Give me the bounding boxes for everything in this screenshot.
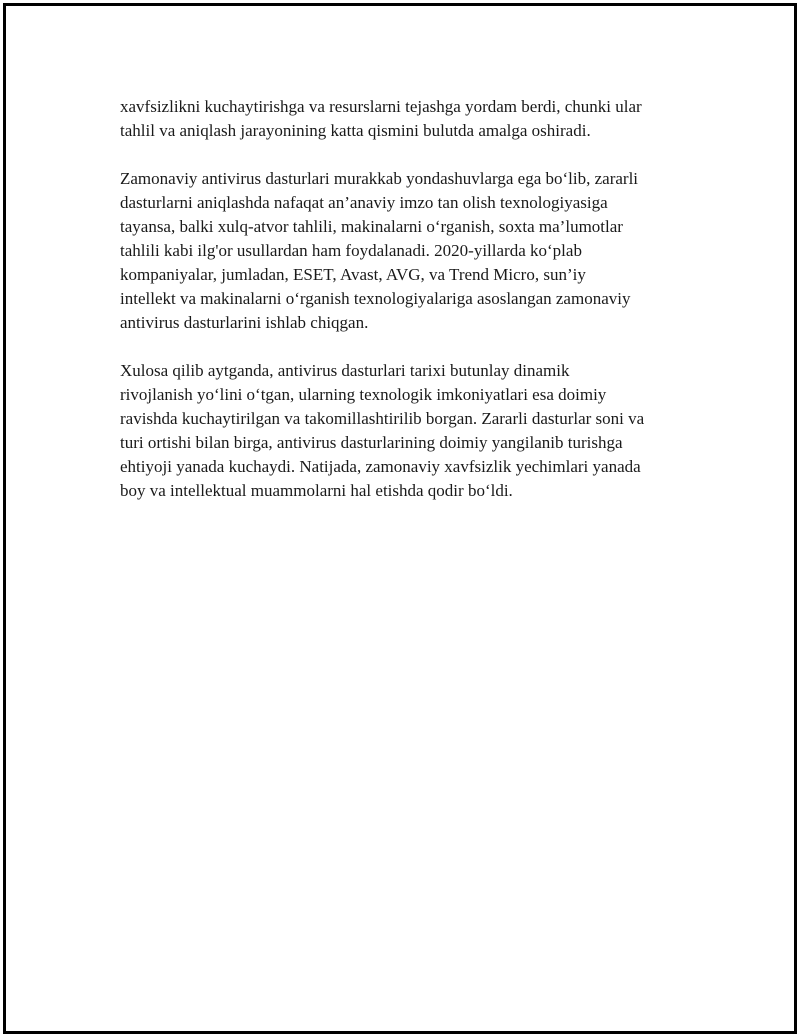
text-line: Zamonaviy antivirus dasturlari murakkab yondashuvlarga ega bo‘lib, zararli [120,169,639,188]
text-line: turi ortishi bilan birga, antivirus dasturlarining doimiy yangilanib turishga [120,433,623,452]
text-line: tahlil va aniqlash jarayonining katta qismini bulutda amalga oshiradi. [120,121,591,140]
text-line: antivirus dasturlarini ishlab chiqgan. [120,313,369,332]
text-line: tayansa, balki xulq-atvor tahlili, makinalarni o‘rganish, soxta ma’lumotlar [120,217,623,236]
paragraph-conclusion [120,359,698,503]
text-line: Xulosa qilib aytganda, antivirus dasturlari tarixi butunlay dinamik [120,361,570,380]
text-line: ravishda kuchaytirilgan va takomillashtirilib borgan. Zararli dasturlar soni va [120,409,645,428]
text-line: kompaniyalar, jumladan, ESET, Avast, AVG, va Trend Micro, sun’iy [120,265,586,284]
paragraph-modern-antivirus [120,167,698,335]
text-line: tahlili kabi ilg'or usullardan ham foydalanadi. 2020-yillarda ko‘plab [120,241,582,260]
document-body [120,95,698,527]
paragraph-cloud-security [120,95,698,143]
text-line: boy va intellektual muammolarni hal etishda qodir bo‘ldi. [120,481,513,500]
text-line: dasturlarni aniqlashda nafaqat an’anaviy imzo tan olish texnologiyasiga [120,193,608,212]
text-line: rivojlanish yo‘lini o‘tgan, ularning texnologik imkoniyatlari esa doimiy [120,385,607,404]
text-line: ehtiyoji yanada kuchaydi. Natijada, zamonaviy xavfsizlik yechimlari yanada [120,457,641,476]
document-page [3,3,797,1034]
text-line: xavfsizlikni kuchaytirishga va resurslarni tejashga yordam berdi, chunki ular [120,97,642,116]
text-line: intellekt va makinalarni o‘rganish texnologiyalariga asoslangan zamonaviy [120,289,631,308]
